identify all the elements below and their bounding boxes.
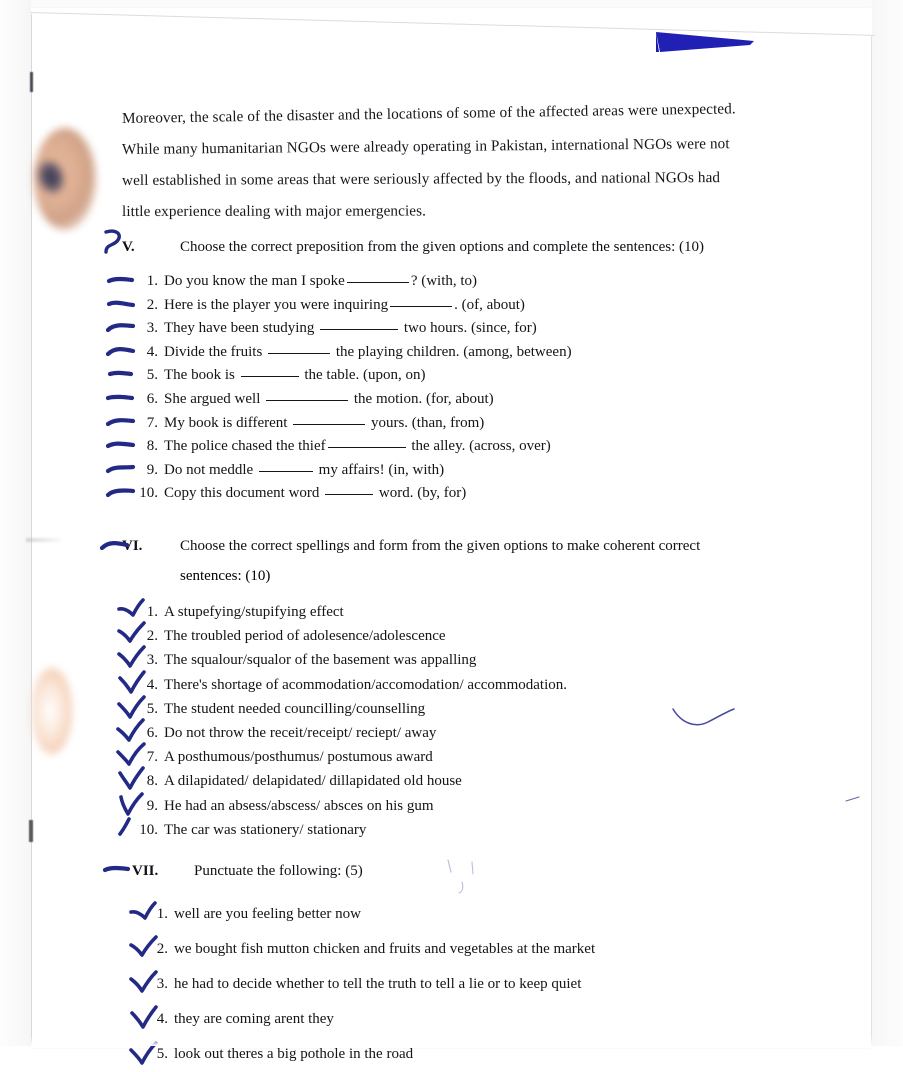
answer-blank[interactable] [328,447,406,448]
question-text-before-blank: The police chased the thief [164,438,326,455]
question-number: 8. [146,438,158,455]
question-number: 4. [146,676,158,693]
question-item [122,341,822,365]
question-text: A stupefying/stupifying effect [164,604,344,620]
answer-blank[interactable] [325,494,373,495]
edge-fleck-upper [30,72,33,92]
question-text-before-blank: Do not meddle [164,461,257,478]
question-number: 8. [146,773,158,790]
section-vii-number: VII. [132,863,159,879]
question-text: He had an absess/abscess/ absces on his gum [164,797,434,814]
question-number: 2. [146,628,158,645]
answer-blank[interactable] [241,376,299,377]
question-text: The car was stationery/ stationary [164,821,367,838]
question-text: The student needed councilling/counselling [164,700,426,717]
question-number: 7. [146,414,158,431]
question-item [122,294,822,318]
question-text-after-blank: ? (with, to) [410,273,478,289]
question-number: 2. [146,296,158,313]
blue-wedge-mark [654,28,758,54]
question-text-after-blank: . (of, about) [454,296,525,313]
answer-blank[interactable] [390,306,452,307]
question-text-after-blank: the table. (upon, on) [300,367,426,384]
question-text-after-blank: the playing children. (among, between) [332,343,572,360]
question-text-before-blank: The book is [164,367,239,384]
question-item [122,624,822,648]
question-text-before-blank: Divide the fruits [164,343,267,360]
question-number: 5. [156,1046,168,1062]
question-text-before-blank: Here is the player you were inquiring [164,296,389,313]
question-text-after-blank: the motion. (for, about) [350,390,494,407]
section-vi [122,530,822,842]
answer-blank[interactable] [259,471,313,472]
question-item [122,673,822,697]
question-item [122,818,822,842]
question-item [122,412,822,436]
question-number: 5. [146,700,158,717]
section-v-number: V. [122,239,135,255]
question-number: 3. [146,320,158,337]
question-text: The squalour/squalor of the basement was appalling [164,652,477,669]
question-text: we bought fish mutton chicken and fruits and vegetables at the market [174,941,596,957]
page-bottom-fade [31,1036,872,1046]
question-number: 7. [146,749,158,766]
intro-paragraph [121,100,812,227]
question-item [132,967,832,1002]
question-text-after-blank: the alley. (across, over) [407,438,551,455]
question-number: 3. [146,652,158,669]
question-number: 9. [146,797,158,814]
question-item [122,794,822,818]
question-text: A posthumous/posthumus/ postumous award [164,749,433,766]
section-vi-heading [122,530,822,562]
question-text-before-blank: They have been studying [164,320,319,337]
question-text-before-blank: Copy this document word [164,485,324,502]
question-item [122,648,822,672]
question-text: he had to decide whether to tell the truth to tell a lie or to keep quiet [174,976,582,992]
question-text-before-blank: Do you know the man I spoke [164,273,345,289]
edge-fleck-lower [29,820,33,842]
question-number: 1. [146,273,158,289]
question-text: A dilapidated/ delapidated/ dillapidated old house [164,773,462,790]
question-number: 10. [139,821,158,838]
question-item [122,769,822,793]
question-text: The troubled period of adolesence/adolescence [164,628,446,645]
section-vii-instruction: Punctuate the following: (5) [194,863,363,879]
question-item [132,1002,832,1037]
paper-edge-right [871,36,872,1046]
question-number: 10. [139,485,158,502]
question-text: Do not throw the receit/receipt/ reciept/ away [164,725,437,742]
question-number: 3. [156,976,168,992]
question-text-after-blank: word. (by, for) [375,485,467,502]
section-vi-instruction-continued: sentences: (10) [180,568,271,584]
question-item [132,932,832,967]
paper-edge-left [31,14,32,1046]
question-number: 4. [146,343,158,360]
question-number: 6. [146,725,158,742]
question-number: 9. [146,461,158,478]
section-vi-instruction: Choose the correct spellings and form from the given options to make coherent correct [180,538,701,554]
question-number: 1. [156,906,168,922]
page-right-shadow [872,0,903,1046]
question-item [122,270,822,294]
question-text: well are you feeling better now [174,906,362,922]
question-text-after-blank: yours. (than, from) [367,414,485,431]
section-v-instruction: Choose the correct preposition from the given options and complete the sentences: (10) [180,239,705,255]
answer-blank[interactable] [293,424,365,425]
question-number: 6. [146,390,158,407]
question-text: they are coming arent they [174,1011,334,1027]
question-item [122,435,822,459]
question-item [122,745,822,769]
question-item [132,897,832,932]
question-text-after-blank: two hours. (since, for) [400,320,537,337]
section-v-item-list [122,270,822,506]
answer-blank[interactable] [320,329,398,330]
answer-blank[interactable] [347,282,409,283]
question-item [122,459,822,483]
question-number: 1. [146,604,158,620]
question-item [122,317,822,341]
question-number: 2. [156,941,168,957]
question-item [122,364,822,388]
question-item [122,600,822,624]
question-number: 5. [146,367,158,384]
question-item [122,482,822,506]
section-v-heading [122,234,822,261]
paragraph-line: Moreover, the scale of the disaster and the locations of some of the affected areas were unexpected. [121,100,736,127]
paragraph-line: little experience dealing with major emergencies. [121,202,427,220]
paragraph-line: While many humanitarian NGOs were already operating in Pakistan, international NGOs were not [121,135,730,158]
tiny-edge-mark [845,790,861,798]
page-left-shadow [0,0,31,1046]
stray-pencil-marks [442,858,498,894]
section-v [122,234,822,506]
question-item [122,388,822,412]
question-text: look out theres a big pothole in the road [174,1046,414,1062]
answer-blank[interactable] [266,400,348,401]
question-text-before-blank: She argued well [164,390,265,407]
question-number: 4. [156,1011,168,1027]
question-text-before-blank: My book is different [164,414,292,431]
section-vi-number: VI. [122,538,143,554]
paper-smudge-left [26,538,62,542]
pencil-curve-mark [672,708,736,730]
paragraph-line: well established in some areas that were seriously affected by the floods, and national NGOs had [121,169,721,189]
question-text-after-blank: my affairs! (in, with) [314,461,445,478]
question-text: There's shortage of acommodation/accomodation/ accommodation. [164,676,567,693]
answer-blank[interactable] [268,353,330,354]
